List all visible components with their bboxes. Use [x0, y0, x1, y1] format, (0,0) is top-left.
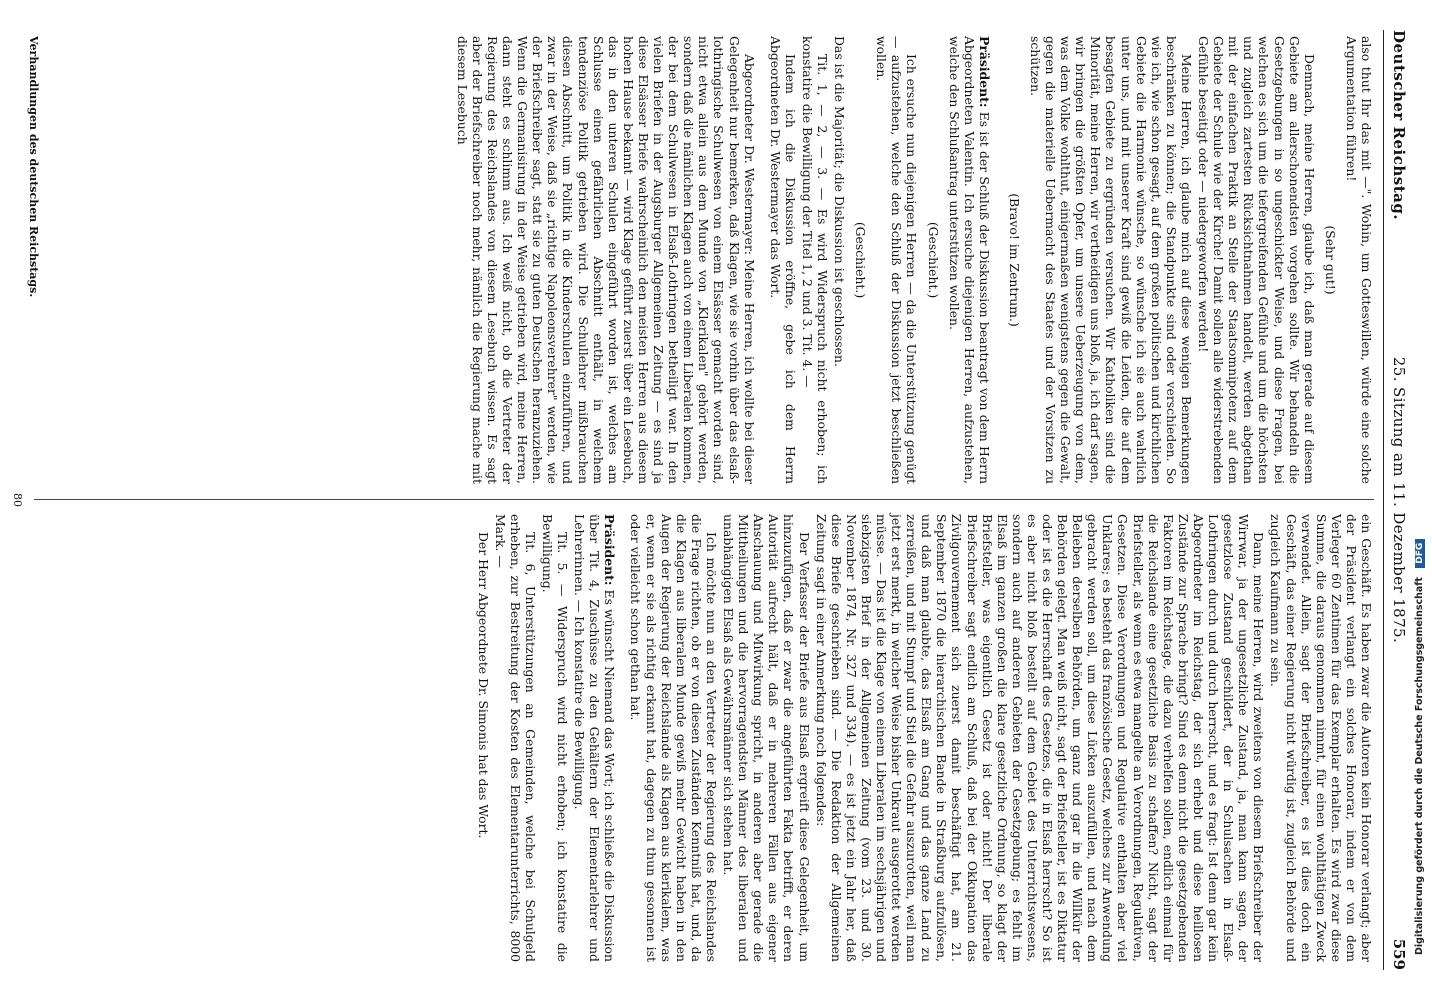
speaker-label: Präsident: [602, 514, 618, 586]
paragraph [768, 36, 798, 484]
paragraph-text: Dann, meine Herren, wird zweitens von diesem Briefschreiber der Wirrwar, ja der ungesetzliche Zustand, ja, man kann sagen, der gesetzlose Zustand geschildert, der in Schulsachen in Elsaß-Lothringen durch und durch herrscht, und es fragt: Ist denn gar kein Abgeordneter im Reichstag, der sich erhebt und diese heillosen Zustände zur Sprache bringt? Sind es denn nicht die gesetzgebenden Faktoren im Reichstage, die dazu verhelfen sollen, endlich einmal für die Reichslande eine gesetzliche Basis zu schaffen? Nicht, sagt der Briefsteller, als wenn es etwa mangelte an Verordnungen, Regulativen, Gesetzen. Diese Verordnungen und Regulative enthalten aber viel Unklares; es besteht das französische Gesetz, welches zur Anwendung gebracht werden soll, um diese Lücken auszufüllen, und nach dem Belieben derselben Behörden, um ganz und gar in die Willkür der Behörden gelegt. Man weiß nicht, sagt der Briefsteller, ist es Diktatur oder ist es die Herrschaft des Gesetzes, die in Elsaß herrscht? So ist es aber nicht bloß bestellt auf dem Gebiet des Unterrichtswesens, sondern auch auf anderen Gebieten der Gesetzgebung; es fehlt im Elsaß im ganzen großen die klare gesetzliche Ordnung, so klagt der Briefsteller, was eigentlich Gesetz ist oder nicht! Der liberale Briefschreiber sagt endlich am Schluß, daß bei der Okkupation das Zivilgouvernement sich zuerst damit beschäftigt hat, am 21. September 1870 die hierarchischen Bande in Straßburg aufzulösen, und daß man glaubte, das Elsaß am Gang und das ganze Land zu zerreißen, und mit Stumpf und Stiel die Gefahr auszurotten, weil man jetzt erst merkt, in welcher Weise bisher Unkraut ausgerottet werden müsse. — Das ist die Klage von einem Liberalen im sechsjährigen und siebzigsten Brief in der Allgemeinen Zeitung (vom 23. und 30. November 1874, Nr. 327 und 334). — es ist jetzt ein Jahr her, daß diese Briefe geschrieben sind. — Die Redaktion der Allgemeinen Zeitung sagt in einer Anmerkung noch folgendes: [813, 514, 1267, 962]
paragraph [1344, 36, 1374, 484]
paragraph-text: Der Herr Abgeordnete Dr. Simonis hat das Wort. [475, 532, 491, 839]
paragraph-text: Ich ersuche nun diejenigen Herren — da die Unterstützung genügt — aufzustehen, welche den Schluß der Diskussion jetzt beschließen wollen. [874, 36, 920, 484]
paragraph-text: (Bravo! im Zentrum.) [1006, 193, 1022, 327]
paragraph [572, 514, 617, 962]
paragraph-gap [992, 36, 1001, 484]
left-text-column [453, 36, 1374, 484]
paragraph-text: Tit. 1, — 2, — 3. — Es wird Widerspruch nicht erhoben; ich konstatire die Bewilligung der Titel 1, 2 und 3. Tit. 4. — [799, 36, 830, 484]
paragraph [493, 514, 538, 962]
paragraph-text: Indem ich die Diskussion eröffne, gebe ich dem Herrn Abgeordneten Dr. Westermayer das Wort. [767, 36, 798, 484]
paragraph [628, 514, 719, 962]
column-divider [34, 499, 1374, 500]
paragraph [947, 36, 992, 484]
paragraph [721, 514, 812, 962]
paragraph [832, 36, 847, 484]
page-header [1383, 30, 1412, 970]
signature-mark: 80 [11, 493, 24, 507]
header-publication-title: Deutscher Reichstag. [1390, 30, 1408, 221]
dfg-funding-note [1412, 40, 1432, 960]
column-footer-title: Verhandlungen des deutschen Reichstags. [27, 36, 40, 298]
stage-direction [853, 36, 868, 484]
paragraph-text: Ich möchte nun an den Vertreter der Regierung des Reichslandes die Frage richten, ob er von diesen Zuständen Kenntniß hat, und, da die Klagen aus liberalem Munde gewiß mehr Gewicht haben in den Augen der Regierung der Reichslande als Klagen aus klerikalem, was er, wenn er sie als richtig erkannt hat, dagegen zu thun gesonnen ist oder vielleicht schon gethan hat. [628, 514, 719, 962]
paragraph [874, 36, 919, 484]
paragraph-text: Es wünscht Niemand das Wort; ich schließe die Diskussion über Tit. 4, Zuschüsse zu den Gehältern der Elementarlehrer und Lehrerinnen. — Ich konstatire die Bewilligung. [572, 514, 618, 962]
paragraph-gap [617, 514, 626, 962]
paragraph-text: Es ist der Schluß der Diskussion beantragt von dem Herrn Abgeordneten Valentin. Ich ersuche diejenigen Herren, aufzustehen, welche den Schlußantrag unterstützen wollen. [946, 36, 992, 484]
paragraph [800, 36, 830, 484]
paragraph [476, 514, 491, 962]
paragraph-gap [757, 36, 766, 484]
paragraph-text: Tit. 5. — Widerspruch wird nicht erhoben; ich konstatire die Bewilligung. [540, 514, 571, 962]
paragraph [1196, 36, 1317, 484]
paragraph [540, 514, 570, 962]
speaker-label: Präsident: [976, 36, 992, 108]
paragraph-text: Tit. 6, Unterstützungen an Gemeinden, welche bei Schulgeld erheben, zur Bestreitung der Kosten des Elementarunterrichts, 8000 Mark. — [492, 514, 538, 962]
paragraph-text: (Sehr gut!) [1322, 225, 1338, 295]
dfg-logo: DFG [1415, 539, 1425, 568]
paragraph-text: (Geschieht.) [853, 221, 869, 299]
paragraph [455, 36, 757, 484]
paragraph [1268, 514, 1374, 962]
paragraph-text: Das ist die Majorität; die Diskussion ist geschlossen. [832, 36, 848, 367]
paragraph-text: (Geschieht.) [925, 221, 941, 299]
paragraph-text: ein Geschäft. Es haben zwar die Autoren kein Honorar verlangt; aber der Präsident verlangt ein solches Honorar, indem er von dem Verleger 60 Zentimen für das Exemplar erhalten. Es wird zwar diese Summe, die daraus genommen nimmt, für einen wohlthätigen Zweck verwendet. Allein, sagt der Briefschreiber, es ist dies doch ein Geschäft, das einer Regierung nicht würdig ist, zugleich Behörde und zugleich Kaufmann zu sein. [1268, 514, 1374, 962]
right-text-column [474, 514, 1374, 962]
paragraph-text: Demnach, meine Herren, glaube ich, daß man gerade auf diesem Gebiete am allerschonendsten vorgehen sollte. Wir behandeln die Gesetzgebungen in so ungeschickter Weise, und diese Fragen, bei welchen es sich um die tiefergreifenden Gefühle und um die höchsten und zugleich zartesten Rücksichtnahmen handelt, werden abgethan mit der einfachen Praktik an Stelle der Staatsomnipotenz auf dem Gebiete der Schule wie der Kirche! Damit sollen alle widerstrebenden Gefühle beseitigt oder — niedergeworfen werden! [1196, 36, 1317, 484]
stage-direction [1323, 36, 1338, 484]
stage-direction [1007, 36, 1022, 484]
dfg-funding-text: Digitalisierung gefördert durch die Deutsche Forschungsgemeinschaft [1414, 577, 1425, 955]
header-page-number: 559 [1390, 938, 1408, 970]
paragraph-text: also thut Ihr das mit —". Wohin, um Gotteswillen, würde eine solche Argumentation führen! [1343, 36, 1374, 484]
header-session-title: 25. Sitzung am 11. Dezember 1875. [1390, 356, 1408, 644]
paragraph [814, 514, 1267, 962]
paragraph [1028, 36, 1194, 484]
paragraph-text: Abgeordneter Dr. Westermayer: Meine Herren, ich wollte bei dieser Gelegenheit nur bemerken, daß Klagen, wie sie vorhin über das elsaß-lothringische Schulwesen von einem Elsässer gemacht worden sind, nicht etwa allein aus dem Munde von „Klerikalen" gehört werden, sondern daß die nämlichen Klagen auch von einem Liberalen kommen, der bei dem Schulwesen in Elsaß-Lothringen betheiligt war. In den vielen Briefen in der Augsburger Allgemeinen Zeitung — es sind ja diese Elsässer Briefe wahrscheinlich den meisten Herren aus diesem hohen Hause bekannt — wird Klage geführt zuerst über ein Lesebuch, das in den unteren Schulen eingeführt worden ist, welches am Schlusse einen gefährlichen Abschnitt enthält, in welchem tendenziöse Politik getrieben wird. Die Schullehrer mißbrauchen diesen Abschnitt, um Politik in die Kinderschulen einzuführen, und zwar in der Weise, daß sie „richtige Napoleonsverehrer" werden, wie der Briefschreiber sagt, statt sie zu guten Deutschen heranzuziehen. Wenn die Germanisirung in der Weise getrieben wird, meine Herren, dann steht es schlimm aus. Ich weiß nicht, ob die Vertreter der Regierung des Reichslandes von diesem Lesebuch wissen. Es sagt aber der Briefschreiber noch mehr, nämlich die Regierung mache mit diesem Lesebuch [454, 36, 757, 484]
stage-direction [925, 36, 940, 484]
paragraph-text: Der Verfasser der Briefe aus Elsaß ergreift diese Gelegenheit, um hinzuzufügen, daß er zwar die angeführten Fakta betrifft, er deren Autorität aufrecht hält, daß er in mehreren Fällen aus eigener Anschauung und Mitwirkung spricht, in anderen aber gerade die Mittheilungen und die hervorragendsten Männer des liberalen und unabhängigen Elsaß als Gewährsmänner sich stehen hat. [721, 514, 812, 962]
paragraph-text: Meine Herren, ich glaube mich auf diese wenigen Bemerkungen beschränken zu können; die Standpunkte sind oder verschieden. So wie ich, wie schon gesagt, auf dem großen politischen und kirchlichen Gebiete die Harmonie wünsche, so wünsche ich sie auch wahrlich unter uns, und mit unserer Kraft sind gewiß die Leiden, die auf dem besagten Gebiete zu ergründen versuchen. Wir Katholiken sind die Minorität, meine Herren, wir vertheidigen uns bloß, ja, ich darf sagen, wir bringen die größten Opfer, um unsere Ueberzeugung von dem, was dem Volke wohlthut, einigermaßen wenigstens gegen die Gewalt, gegen die materielle Uebermacht des Staates und der Vorsitzen zu schützen. [1028, 36, 1194, 484]
